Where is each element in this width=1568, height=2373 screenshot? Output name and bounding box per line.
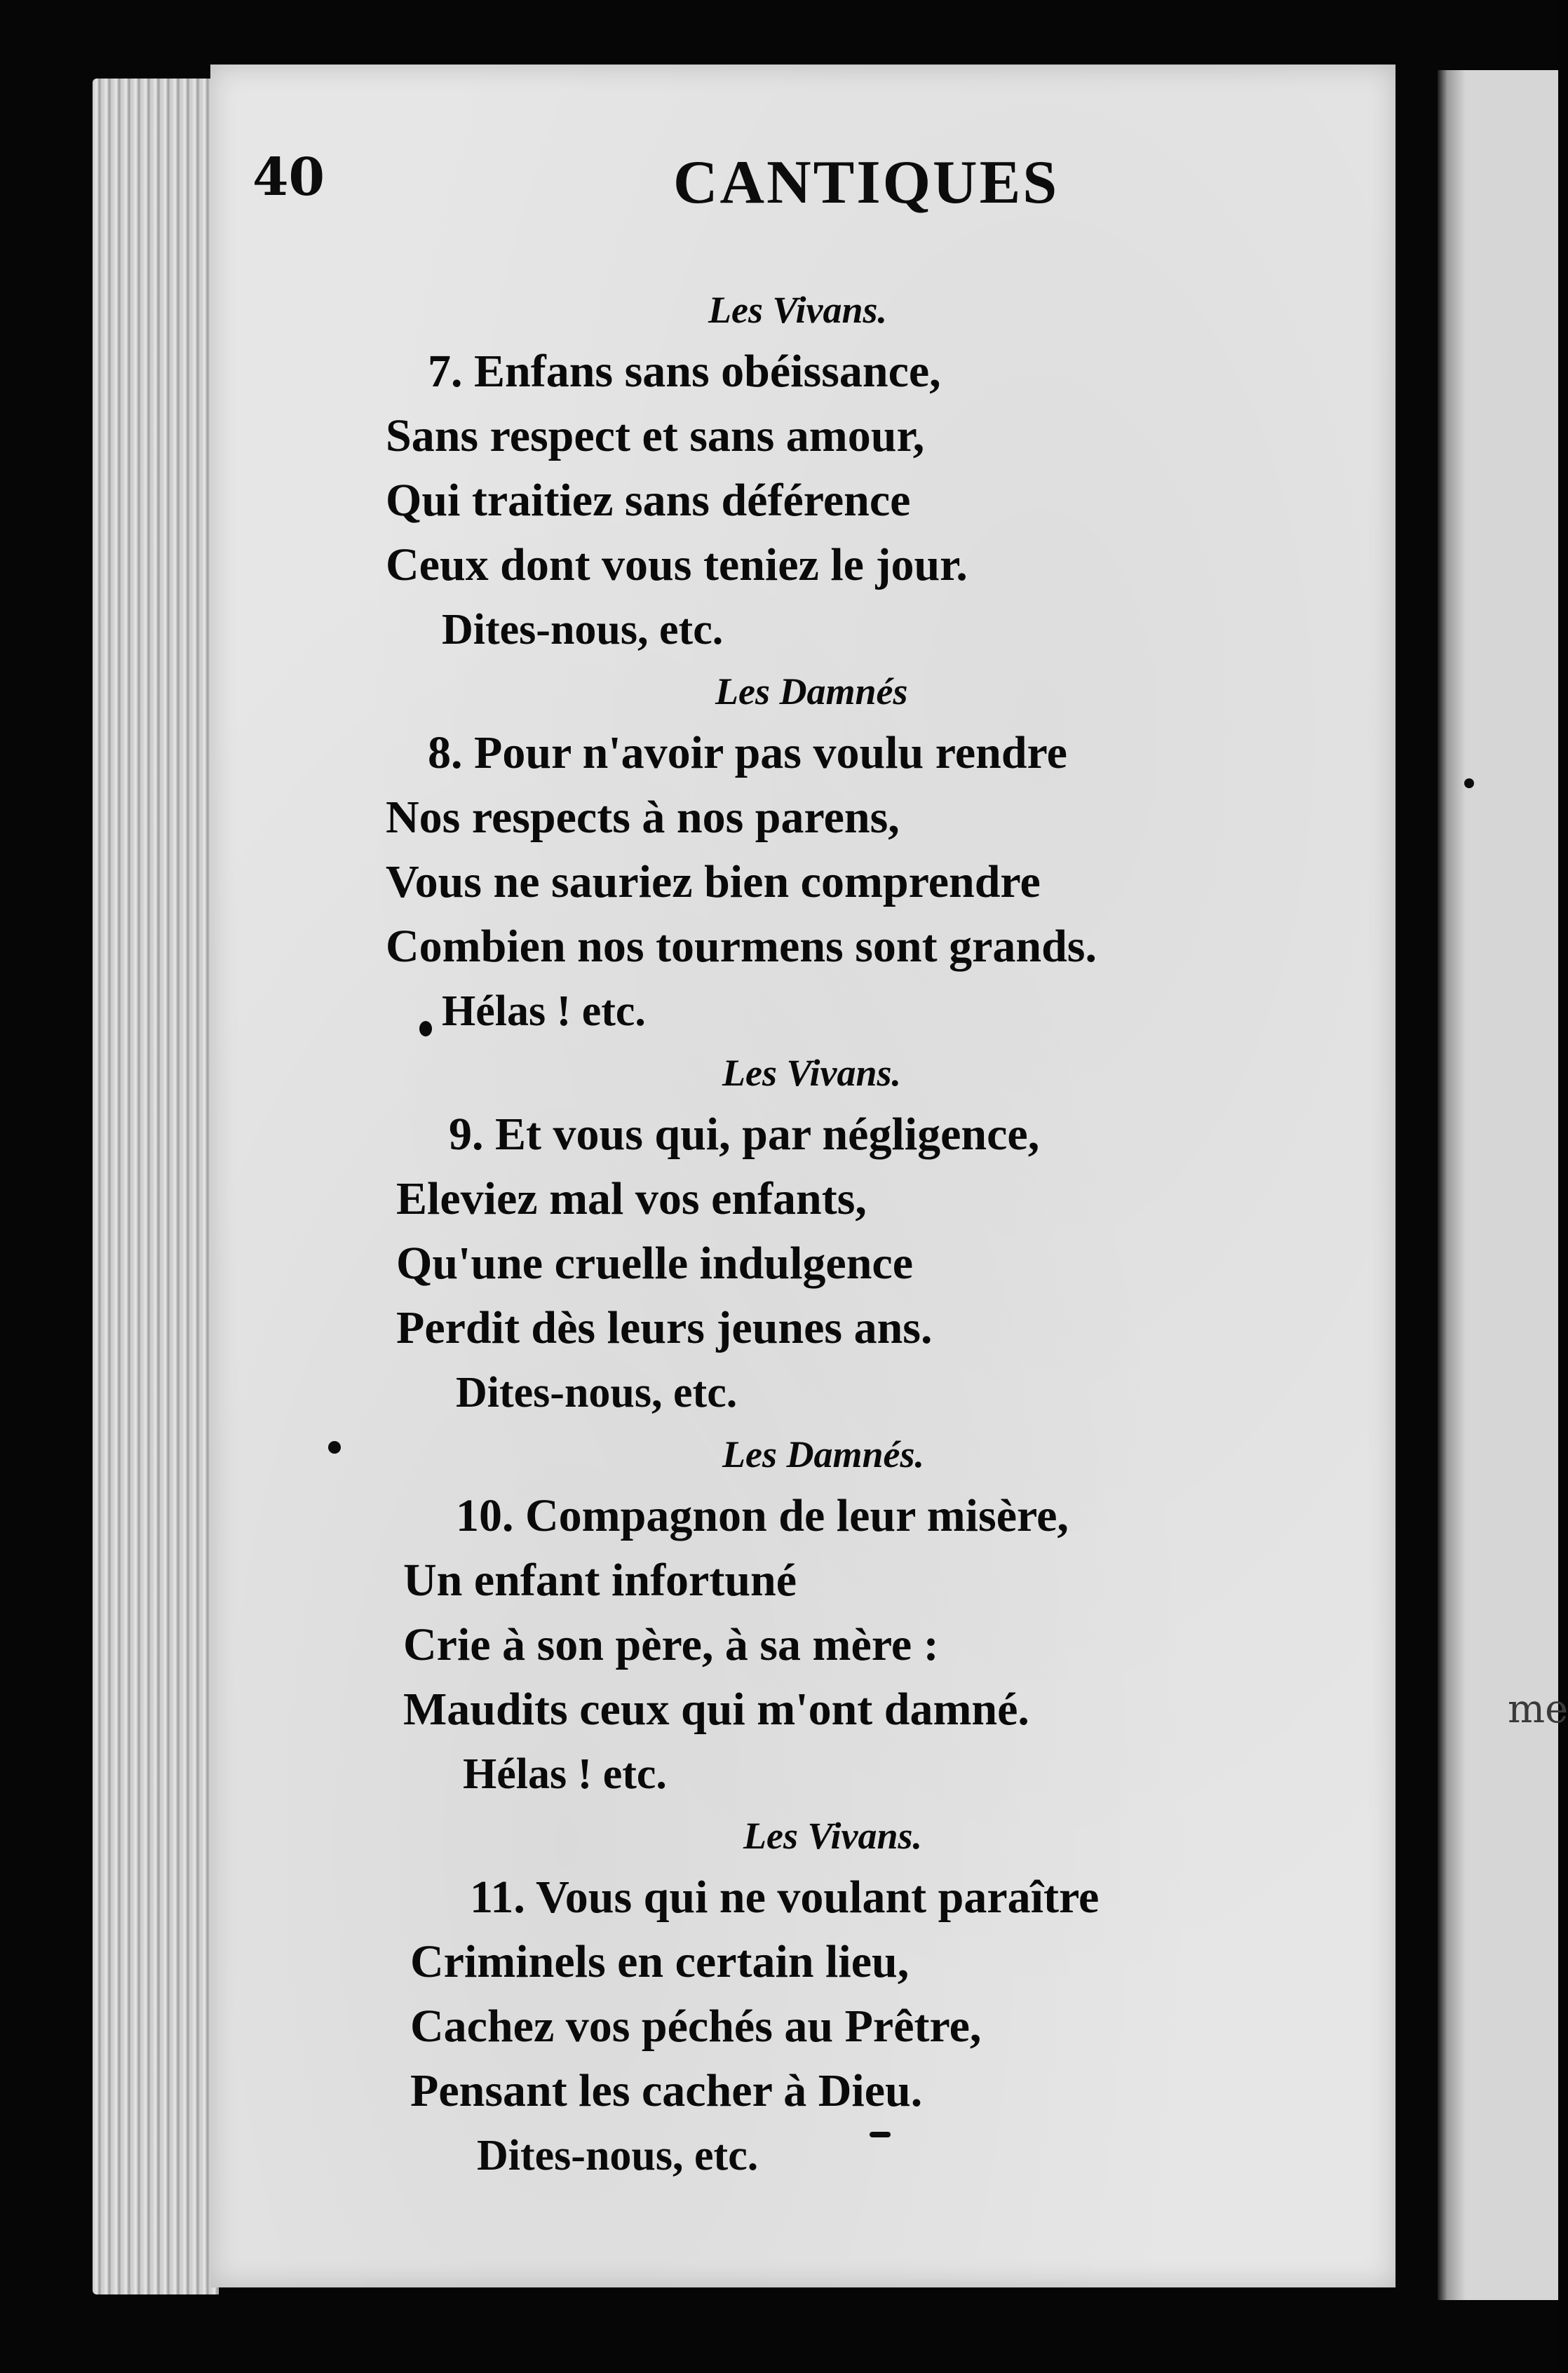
facing-page-edge — [1438, 70, 1558, 2300]
ink-speck — [1464, 778, 1474, 788]
verse-line: Crie à son père, à sa mère : — [403, 1619, 939, 1670]
verse-line: Maudits ceux qui m'ont damné. — [403, 1684, 1029, 1735]
book-spine-edges — [93, 79, 219, 2294]
verse-line: Cachez vos péchés au Prêtre, — [410, 2001, 982, 2052]
refrain-line: Dites-nous, etc. — [477, 2132, 759, 2179]
ink-speck — [328, 1441, 341, 1454]
running-title: CANTIQUES — [673, 149, 1060, 217]
verse-line: 7. Enfans sans obéissance, — [428, 346, 941, 397]
stanza — [365, 1425, 1346, 1806]
verse-line: 10. Compagnon de leur misère, — [456, 1490, 1069, 1541]
verse-line: Pensant les cacher à Dieu. — [410, 2065, 923, 2116]
verse-line: Nos respects à nos parens, — [386, 792, 900, 843]
verse-line: Ceux dont vous teniez le jour. — [386, 539, 968, 590]
speaker-heading: Les Vivans. — [708, 289, 888, 331]
ink-speck — [870, 2132, 891, 2137]
facing-page-fragment: me — [1508, 1686, 1568, 1732]
page-header — [252, 147, 1304, 224]
speaker-heading: Les Vivans. — [722, 1052, 902, 1094]
verse-line: Criminels en certain lieu, — [410, 1936, 910, 1987]
refrain-line: Hélas ! etc. — [463, 1750, 667, 1798]
hymn-text — [365, 280, 1346, 2188]
speaker-heading: Les Vivans. — [743, 1815, 923, 1857]
refrain-line: Dites-nous, etc. — [442, 606, 724, 654]
verse-line: Qui traitiez sans déférence — [386, 475, 911, 526]
page-number: 40 — [252, 147, 325, 208]
verse-line: Sans respect et sans amour, — [386, 410, 925, 461]
verse-line: Un enfant infortuné — [403, 1555, 797, 1606]
verse-line: Eleviez mal vos enfants, — [396, 1173, 867, 1224]
verse-line: Perdit dès leurs jeunes ans. — [396, 1302, 933, 1353]
verse-line: Vous ne sauriez bien comprendre — [386, 856, 1041, 907]
ink-speck — [419, 1021, 432, 1036]
speaker-heading: Les Damnés. — [722, 1433, 924, 1475]
stanza — [365, 280, 1346, 662]
verse-line: Combien nos tourmens sont grands. — [386, 921, 1097, 972]
refrain-line: Dites-nous, etc. — [456, 1369, 738, 1417]
stanza — [365, 1806, 1346, 2188]
stanza — [365, 662, 1346, 1043]
verse-line: 9. Et vous qui, par négligence, — [449, 1109, 1040, 1160]
speaker-heading: Les Damnés — [715, 670, 908, 712]
refrain-line: Hélas ! etc. — [442, 987, 646, 1035]
stanza — [365, 1043, 1346, 1425]
verse-line: Qu'une cruelle indulgence — [396, 1238, 914, 1289]
verse-line: 11. Vous qui ne voulant paraître — [470, 1872, 1100, 1923]
verse-line: 8. Pour n'avoir pas voulu rendre — [428, 727, 1067, 778]
